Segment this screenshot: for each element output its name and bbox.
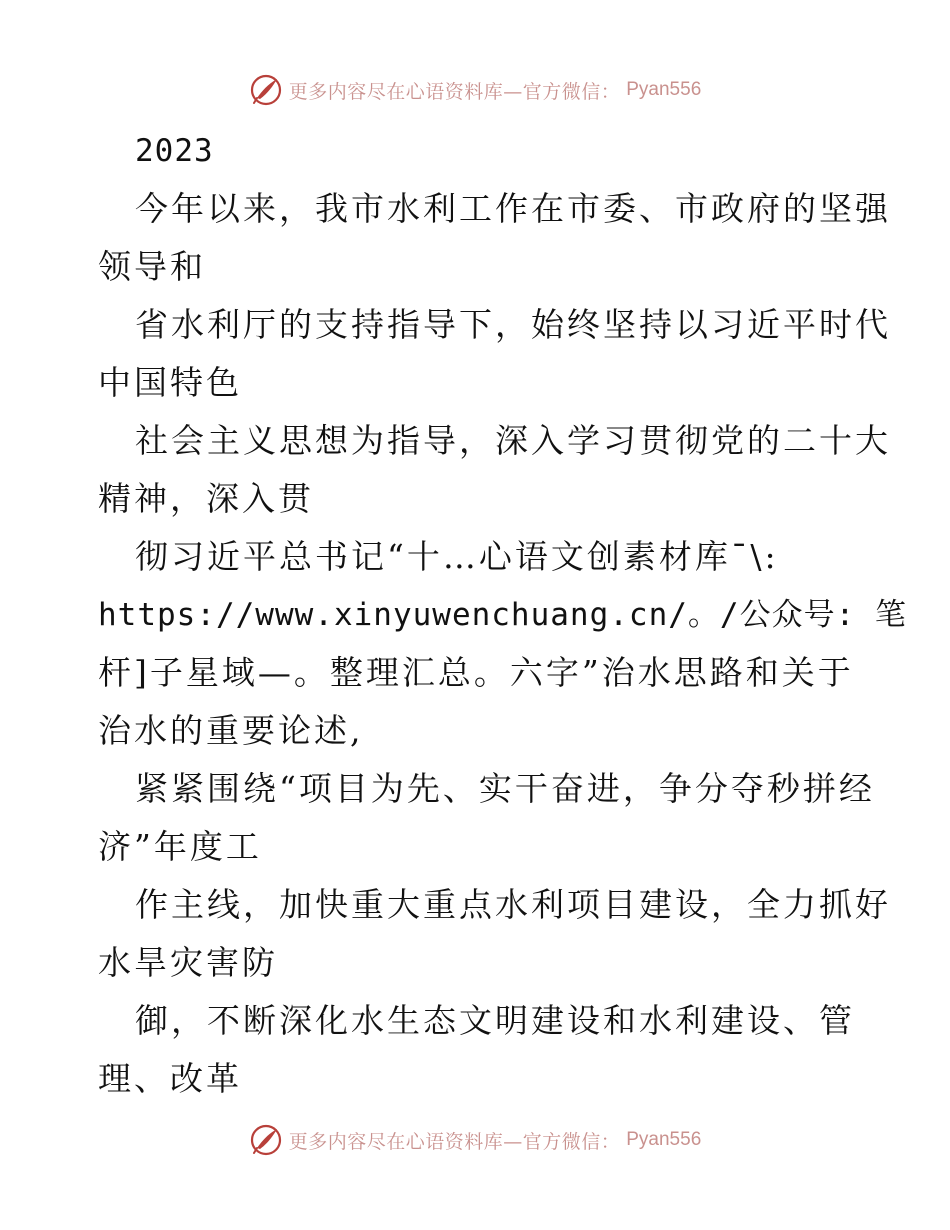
document-line: 紧紧围绕“项目为先、实干奋进，争分夺秒拼经	[135, 769, 875, 808]
document-line: 杆]子星域—。整理汇总。六字”治水思路和关于	[98, 653, 854, 692]
header-watermark-banner	[0, 70, 950, 110]
document-line: 精神，深入贯	[98, 479, 314, 518]
document-body	[98, 122, 907, 1108]
header-banner-text: 更多内容尽在心语资料库—官方微信：	[288, 80, 621, 103]
header-banner-wechat-id: Pyan556	[626, 79, 702, 100]
document-line: 彻习近平总书记“十…心语文创素材库¯\:	[135, 537, 779, 576]
document-line: 领导和	[98, 247, 206, 286]
document-line: 2023	[135, 133, 214, 169]
document-line: 水旱灾害防	[98, 943, 278, 982]
header-banner-group	[249, 73, 702, 107]
document-line: 济”年度工	[98, 827, 262, 866]
footer-banner-wechat-id: Pyan556	[626, 1129, 702, 1150]
quill-pen-logo-icon	[249, 73, 283, 107]
document-line: 省水利厅的支持指导下，始终坚持以习近平时代	[135, 305, 891, 344]
quill-pen-logo-icon	[249, 1123, 283, 1157]
footer-watermark-banner	[0, 1120, 950, 1160]
document-line: 御，不断深化水生态文明建设和水利建设、管	[135, 1001, 855, 1040]
document-line-url: https://www.xinyuwenchuang.cn/。/公众号: 笔	[98, 597, 907, 633]
document-line: 理、改革	[98, 1059, 242, 1098]
document-line: 社会主义思想为指导，深入学习贯彻党的二十大	[135, 421, 891, 460]
footer-banner-text: 更多内容尽在心语资料库—官方微信：	[288, 1130, 621, 1153]
document-line: 今年以来，我市水利工作在市委、市政府的坚强	[135, 189, 891, 228]
footer-banner-group	[249, 1123, 702, 1157]
document-line: 中国特色	[98, 363, 242, 402]
document-line: 治水的重要论述,	[98, 711, 364, 750]
document-line: 作主线，加快重大重点水利项目建设，全力抓好	[135, 885, 891, 924]
